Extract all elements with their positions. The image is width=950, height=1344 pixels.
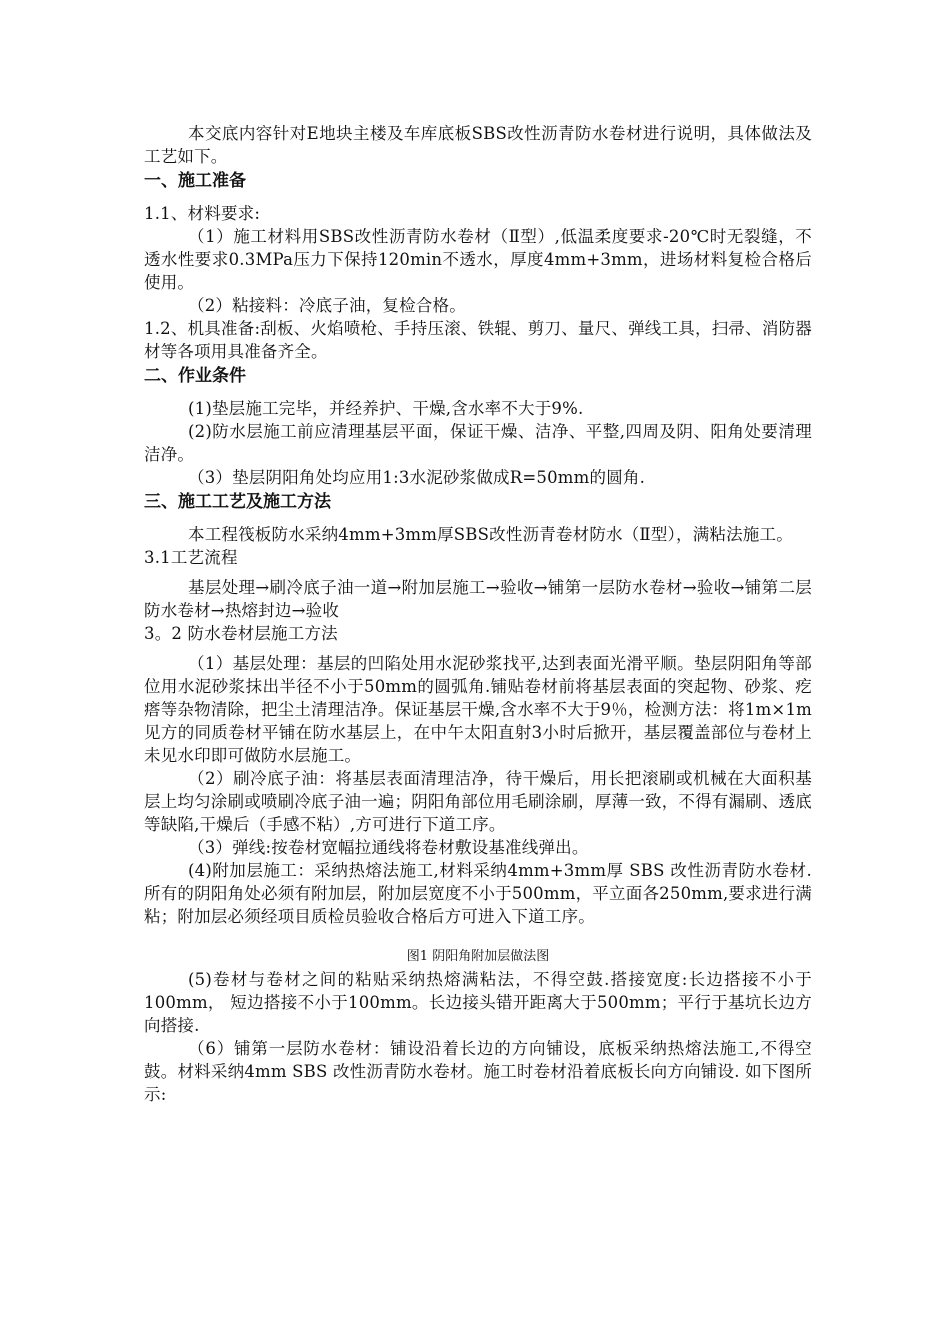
material-item-1: （1）施工材料用SBS改性沥青防水卷材（Ⅱ型）,低温柔度要求-20℃时无裂缝，不透水性要求0.3MPa压力下保持120min不透水，厚度4mm+3mm，进场材料复检合格后使用。 (144, 227, 812, 292)
section-3-1-heading: 3.1工艺流程 (144, 548, 238, 567)
section-1-1-heading: 1.1、材料要求: (144, 204, 261, 223)
figure-1-caption: 图1 阴阳角附加层做法图 (406, 949, 550, 964)
method-item-5: (5)卷材与卷材之间的粘贴采纳热熔满粘法，不得空鼓.搭接宽度:长边搭接不小于100mm， 短边搭接不小于100mm。长边接头错开距离大于500mm；平行于基坑长边方向搭接. (144, 970, 812, 1035)
section-2-heading: 二、作业条件 (144, 366, 246, 386)
method-item-2: （2）刷冷底子油：将基层表面清理洁净，待干燥后，用长把滚刷或机械在大面积基层上均匀涂刷或喷刷冷底子油一遍；阴阳角部位用毛刷涂刷，厚薄一致，不得有漏刷、透底等缺陷,干燥后（手感不粘）,方可进行下道工序。 (144, 769, 812, 834)
condition-item-2: (2)防水层施工前应清理基层平面，保证干燥、洁净、平整,四周及阴、阳角处要清理洁净。 (144, 422, 812, 464)
condition-item-1: (1)垫层施工完毕，并经养护、干燥,含水率不大于9%. (188, 399, 584, 418)
method-item-4: (4)附加层施工：采纳热熔法施工,材料采纳4mm+3mm厚 SBS 改性沥青防水卷材.所有的阴阳角处必须有附加层，附加层宽度不小于500mm，平立面各250mm,要求进行满粘；附加层必须经项目质检员验收合格后方可进入下道工序。 (144, 861, 812, 926)
method-item-6: （6）铺第一层防水卷材：铺设沿着长边的方向铺设，底板采纳热熔法施工,不得空鼓。材料采纳4mm SBS 改性沥青防水卷材。施工时卷材沿着底板长向方向铺设. 如下图所示: (144, 1039, 812, 1104)
document-body (144, 122, 812, 1106)
condition-item-3: （3）垫层阴阳角处均应用1:3水泥砂浆做成R=50mm的圆角. (188, 468, 646, 487)
method-item-3: （3）弹线:按卷材宽幅拉通线将卷材敷设基准线弹出。 (188, 838, 589, 857)
intro-paragraph: 本交底内容针对E地块主楼及车库底板SBS改性沥青防水卷材进行说明，具体做法及工艺如下。 (144, 124, 812, 166)
section-3-heading: 三、施工工艺及施工方法 (144, 492, 331, 512)
material-item-2: （2）粘接料：冷底子油，复检合格。 (188, 296, 466, 315)
process-flow: 基层处理→刷冷底子油一道→附加层施工→验收→铺第一层防水卷材→验收→铺第二层防水卷材→热熔封边→验收 (144, 578, 812, 620)
method-item-1: （1）基层处理：基层的凹陷处用水泥砂浆找平,达到表面光滑平顺。垫层阴阳角等部位用水泥砂浆抹出半径不小于50mm的圆弧角.铺贴卷材前将基层表面的突起物、砂浆、疙瘩等杂物清除，把尘土清理洁净。保证基层干燥,含水率不大于9％，检测方法：将1m×1m见方的同质卷材平铺在防水基层上，在中午太阳直射3小时后掀开，基层覆盖部位与卷材上未见水印即可做防水层施工。 (144, 654, 812, 765)
section-3-intro: 本工程筏板防水采纳4mm+3mm厚SBS改性沥青卷材防水（Ⅱ型），满粘法施工。 (188, 525, 793, 544)
section-1-heading: 一、施工准备 (144, 171, 246, 191)
section-1-2-paragraph: 1.2、机具准备:刮板、火焰喷枪、手持压滚、铁辊、剪刀、量尺、弹线工具，扫帚、消防器材等各项用具准备齐全。 (144, 319, 812, 361)
section-3-2-heading: 3。2 防水卷材层施工方法 (144, 624, 338, 643)
